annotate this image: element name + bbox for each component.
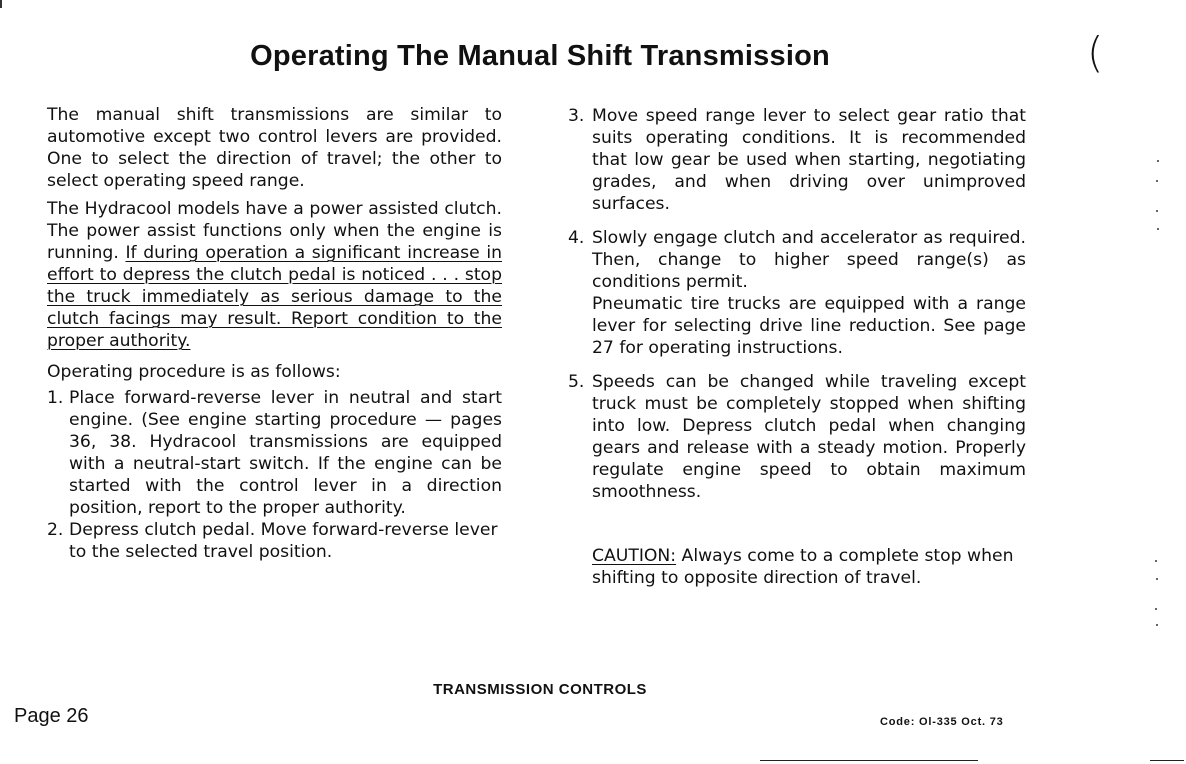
scan-mark	[1156, 624, 1158, 626]
right-column	[568, 105, 1026, 589]
page-title: Operating The Manual Shift Transmission	[250, 40, 830, 72]
caution-text: Always come to a complete stop when shifting to opposite direction of travel.	[592, 546, 1014, 588]
step-2	[47, 519, 502, 563]
step-extra: Pneumatic tire trucks are equipped with a range lever for selecting drive line reduction. See page 27 for operating instructions.	[592, 294, 1026, 358]
scan-mark	[1157, 228, 1159, 230]
step-number: 4.	[568, 228, 585, 248]
step-5	[568, 371, 1026, 503]
clutch-warning: If during operation a significant increase in effort to depress the clutch pedal is noticed . . . stop the truck immediately as serious damage to the clutch facings may result. Report condition to the proper authority.	[47, 243, 502, 351]
step-text: Slowly engage clutch and accelerator as required. Then, change to higher speed range(s) as conditions permit.	[592, 228, 1026, 292]
section-footer: TRANSMISSION CONTROLS	[433, 681, 647, 698]
caution-note	[568, 545, 1026, 589]
step-text: Depress clutch pedal. Move forward-reverse lever to the selected travel position.	[69, 520, 498, 562]
bottom-rule-right	[1150, 760, 1184, 761]
scan-mark	[1157, 160, 1159, 162]
step-number: 1.	[47, 388, 64, 408]
intro-paragraph: The manual shift transmissions are similar to automotive except two control levers are provided. One to select the direction of travel; the other to select operating speed range.	[47, 105, 502, 191]
step-body	[592, 227, 1026, 359]
scan-mark	[1155, 608, 1157, 610]
procedure-intro: Operating procedure is as follows:	[47, 362, 341, 382]
step-text: Place forward-reverse lever in neutral and start engine. (See engine starting procedure — pages 36, 38. Hydracool transmissions are equipped with a neutral-start switch. If the engine can be started with the control lever in a direction position, report to the proper authority.	[69, 388, 502, 518]
step-1	[47, 387, 502, 519]
step-number: 3.	[568, 106, 585, 126]
scan-mark	[1155, 560, 1157, 562]
caution-label: CAUTION:	[592, 546, 677, 566]
left-column	[47, 104, 502, 563]
step-number: 5.	[568, 372, 585, 392]
hydracool-text: The Hydracool models have a power assisted clutch. The power assist functions only when the engine is running.	[47, 199, 502, 263]
hydracool-paragraph	[47, 198, 502, 352]
step-text: Speeds can be changed while traveling except truck must be completely stopped when shifting into low. Depress clutch pedal when changing gears and release with a steady motion. Properly regulate engine speed to obtain maximum smoothness.	[592, 372, 1026, 502]
margin-mark: (	[1087, 28, 1104, 77]
step-3	[568, 105, 1026, 215]
step-4	[568, 227, 1026, 359]
bottom-rule	[760, 760, 978, 761]
scan-mark	[0, 0, 2, 8]
step-number: 2.	[47, 520, 64, 540]
scan-mark	[1156, 210, 1158, 212]
step-text: Move speed range lever to select gear ratio that suits operating conditions. It is recommended that low gear be used when starting, negotiating grades, and when driving over unimproved surfaces.	[592, 106, 1026, 214]
scan-mark	[1156, 578, 1158, 580]
scan-mark	[1156, 180, 1158, 182]
page-number: Page 26	[14, 705, 89, 727]
document-code: Code: Ol-335 Oct. 73	[880, 716, 1004, 728]
